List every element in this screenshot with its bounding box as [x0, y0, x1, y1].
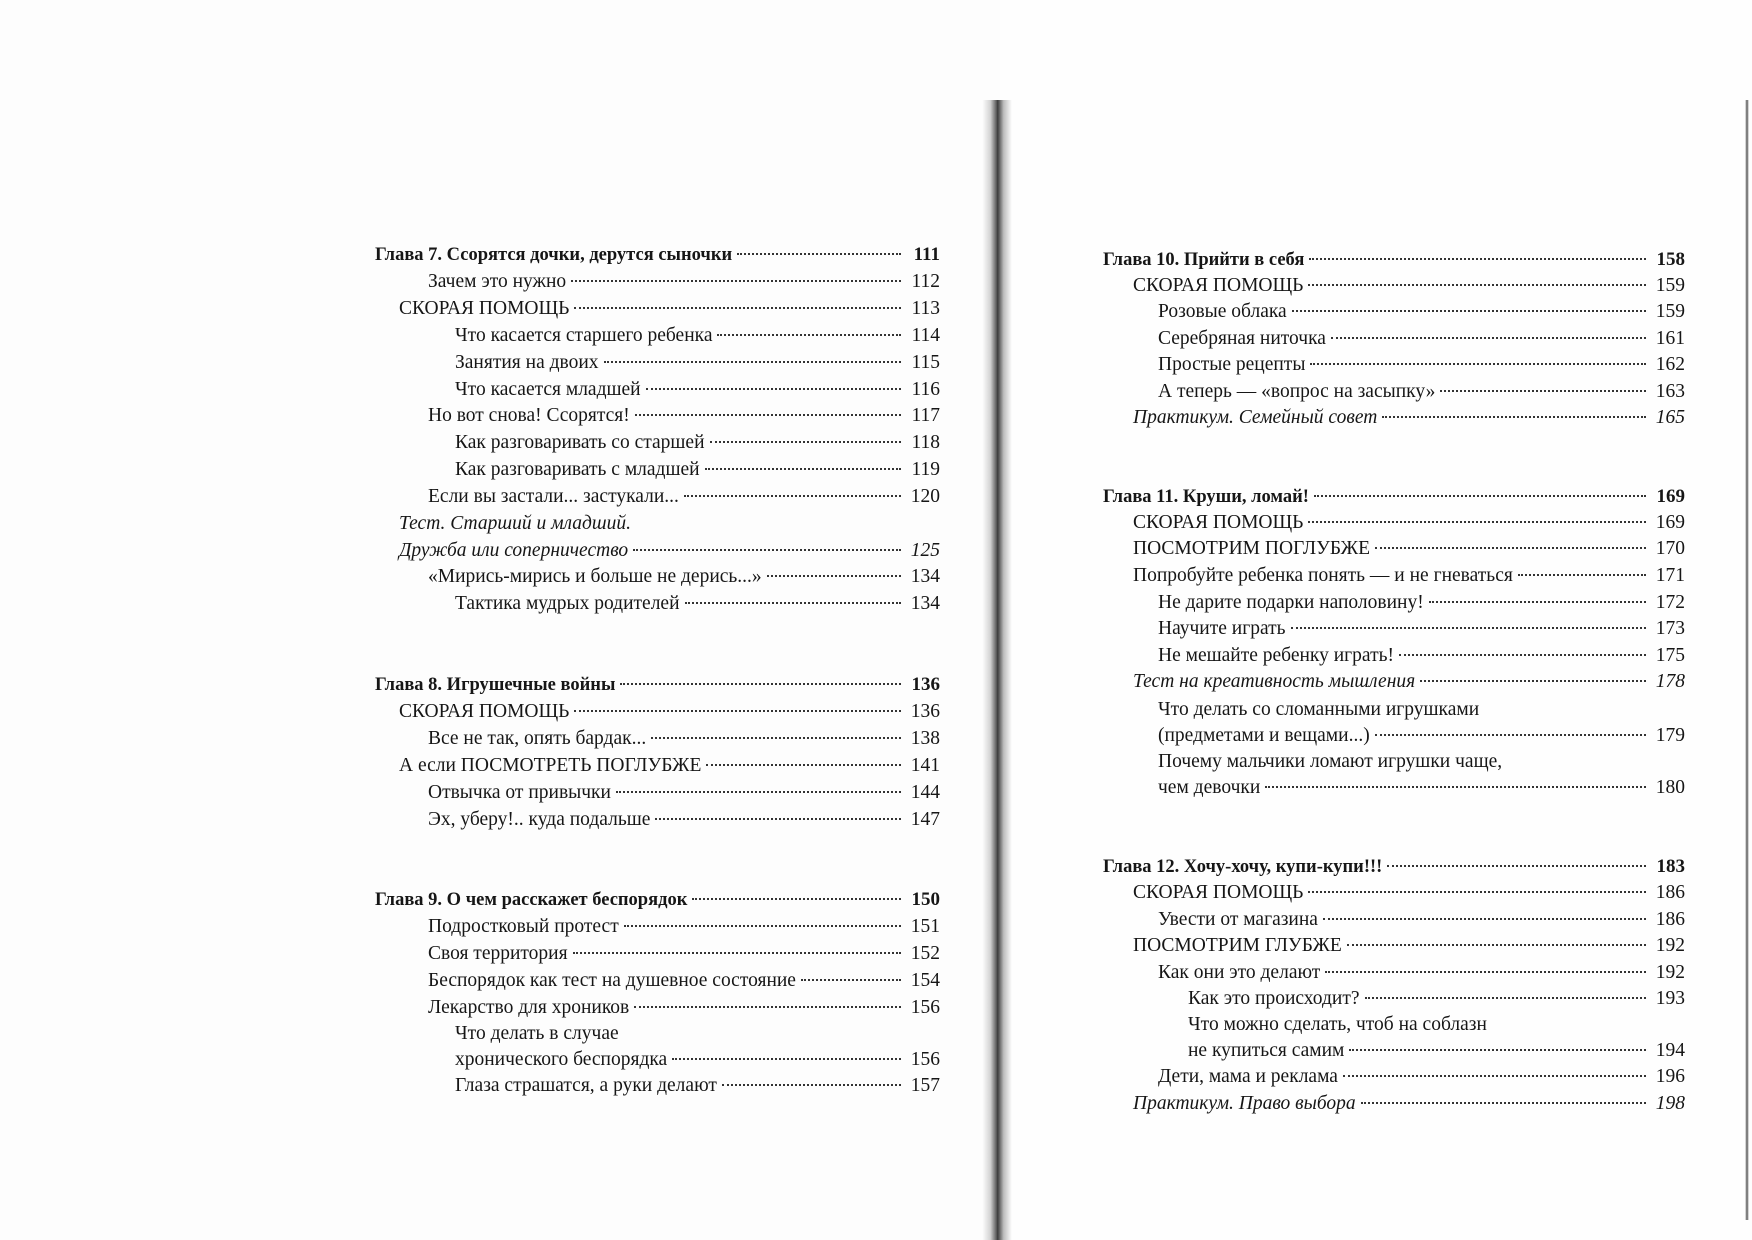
toc-entry — [1103, 536, 1685, 562]
dot-leader — [692, 898, 901, 900]
toc-entry-title: ПОСМОТРИМ ГЛУБЖЕ — [1133, 935, 1342, 956]
toc-page-number: 171 — [1655, 565, 1685, 586]
toc-page-number: 172 — [1655, 592, 1685, 613]
toc-entry — [375, 780, 940, 806]
toc-page-number: 183 — [1656, 856, 1685, 877]
toc-entry-title: Своя территория — [428, 943, 568, 964]
toc-entry — [375, 484, 940, 510]
toc-page-number: 186 — [1655, 909, 1685, 930]
toc-entry-title: Глаза страшатся, а руки делают — [455, 1075, 717, 1096]
toc-page-number: 156 — [910, 1049, 940, 1070]
dot-leader — [634, 1006, 901, 1008]
toc-page-number: 157 — [910, 1075, 940, 1096]
toc-page-number: 158 — [1656, 249, 1685, 270]
toc-page-number: 115 — [911, 352, 940, 373]
dot-leader — [1365, 997, 1646, 999]
toc-entry-title: Не мешайте ребенку играть! — [1158, 645, 1394, 666]
toc-page-number: 112 — [911, 271, 940, 292]
toc-page-number: 161 — [1655, 328, 1685, 349]
toc-page-number: 114 — [911, 325, 940, 346]
dot-leader — [633, 549, 901, 551]
toc-page-number: 192 — [1655, 935, 1685, 956]
toc-entry — [1103, 1012, 1685, 1038]
toc-page-number: 175 — [1655, 645, 1685, 666]
dot-leader — [1375, 734, 1646, 736]
toc-page-number: 178 — [1655, 671, 1685, 692]
toc-entry — [1103, 1064, 1685, 1090]
dot-leader — [571, 280, 901, 282]
dot-leader — [1387, 865, 1646, 867]
dot-leader — [646, 388, 901, 390]
toc-entry — [1103, 299, 1685, 325]
toc-entry-title: СКОРАЯ ПОМОЩЬ — [1133, 512, 1304, 533]
toc-chapter-entry — [1103, 484, 1685, 510]
toc-page-number: 134 — [910, 593, 940, 614]
toc-entry — [1103, 697, 1685, 723]
dot-leader — [655, 818, 901, 820]
toc-page-number: 165 — [1655, 407, 1685, 428]
dot-leader — [1349, 1049, 1646, 1051]
toc-entry-title: Дружба или соперничество — [399, 540, 629, 561]
toc-entry-title: Попробуйте ребенка понять — и не гневаться — [1133, 565, 1513, 586]
dot-leader — [616, 791, 901, 793]
toc-entry — [375, 350, 940, 376]
dot-leader — [684, 495, 901, 497]
toc-entry-title: Простые рецепты — [1158, 354, 1306, 375]
toc-entry-title: СКОРАЯ ПОМОЩЬ — [399, 701, 570, 722]
toc-page-number: 162 — [1655, 354, 1685, 375]
toc-entry — [375, 511, 940, 537]
dot-leader — [1331, 337, 1646, 339]
dot-leader — [1308, 891, 1646, 893]
toc-page-number: 116 — [911, 379, 940, 400]
toc-page-number: 186 — [1655, 882, 1685, 903]
page-edge — [1745, 100, 1749, 1220]
toc-entry-title: Глава 10. Прийти в себя — [1103, 250, 1305, 270]
dot-leader — [705, 468, 901, 470]
dot-leader — [672, 1058, 901, 1060]
toc-entry — [1103, 907, 1685, 933]
toc-entry-title: Эх, уберу!.. куда подальше — [428, 809, 651, 830]
toc-page-number: 159 — [1655, 301, 1685, 322]
toc-page-number: 169 — [1656, 486, 1685, 507]
dot-leader — [1265, 786, 1646, 788]
dot-leader — [635, 414, 901, 416]
toc-entry-title: Подростковый протест — [428, 916, 619, 937]
dot-leader — [710, 441, 901, 443]
toc-page-number: 119 — [911, 459, 940, 480]
toc-entry — [375, 564, 940, 590]
toc-page-number: 198 — [1655, 1093, 1685, 1114]
toc-entry-title: Что можно сделать, чтоб на соблазн — [1188, 1014, 1487, 1035]
toc-entry — [375, 403, 940, 429]
toc-page-number: 194 — [1655, 1040, 1685, 1061]
toc-entry-title: Почему мальчики ломают игрушки чаще, — [1158, 751, 1503, 772]
dot-leader — [1308, 284, 1646, 286]
dot-leader — [574, 710, 901, 712]
toc-entry — [375, 1073, 940, 1099]
toc-entry — [375, 1021, 940, 1047]
dot-leader — [801, 979, 901, 981]
dot-leader — [1420, 680, 1646, 682]
toc-chapter-entry — [1103, 247, 1685, 273]
dot-leader — [722, 1084, 901, 1086]
toc-entry — [375, 457, 940, 483]
toc-entry-title: Все не так, опять бардак... — [428, 728, 647, 749]
toc-page-number: 144 — [910, 782, 940, 803]
toc-entry — [1103, 1091, 1685, 1117]
toc-entry-title: чем девочки — [1158, 777, 1261, 798]
toc-entry-title: Практикум. Право выбора — [1133, 1093, 1356, 1114]
toc-entry-title: Глава 8. Игрушечные войны — [375, 675, 616, 695]
toc-chapter-entry — [375, 887, 940, 913]
toc-entry-title: Тактика мудрых родителей — [455, 593, 680, 614]
toc-entry — [1103, 880, 1685, 906]
toc-entry-title: (предметами и вещами...) — [1158, 725, 1370, 746]
toc-entry-title: Дети, мама и реклама — [1158, 1066, 1338, 1087]
dot-leader — [1291, 627, 1646, 629]
dot-leader — [574, 307, 901, 309]
toc-entry-title: Если вы застали... застукали... — [428, 486, 679, 507]
toc-entry-title: Увести от магазина — [1158, 909, 1318, 930]
toc-page-number: 156 — [910, 997, 940, 1018]
toc-entry-title: А если ПОСМОТРЕТЬ ПОГЛУБЖЕ — [399, 755, 702, 776]
toc-entry-title: Лекарство для хроников — [428, 997, 630, 1018]
toc-entry — [1103, 590, 1685, 616]
toc-page-number: 138 — [910, 728, 940, 749]
toc-entry — [1103, 563, 1685, 589]
toc-entry — [375, 296, 940, 322]
toc-entry-title: Глава 12. Хочу-хочу, купи-купи!!! — [1103, 857, 1383, 877]
toc-entry-title: Глава 11. Круши, ломай! — [1103, 487, 1309, 507]
dot-leader — [651, 737, 901, 739]
toc-entry-title: Но вот снова! Ссорятся! — [428, 405, 630, 426]
toc-entry-title: не купиться самим — [1188, 1040, 1345, 1061]
dot-leader — [717, 334, 901, 336]
toc-entry — [1103, 723, 1685, 749]
toc-page-number: 163 — [1655, 381, 1685, 402]
toc-entry — [1103, 405, 1685, 431]
toc-entry-title: Розовые облака — [1158, 301, 1287, 322]
toc-entry-title: А теперь — «вопрос на засыпку» — [1158, 381, 1436, 402]
dot-leader — [1347, 944, 1646, 946]
toc-entry — [1103, 273, 1685, 299]
toc-page-number: 141 — [910, 755, 940, 776]
dot-leader — [767, 575, 901, 577]
toc-page-number: 118 — [911, 432, 940, 453]
toc-entry-title: Глава 7. Ссорятся дочки, дерутся сыночки — [375, 245, 733, 265]
toc-entry-title: СКОРАЯ ПОМОЩЬ — [1133, 275, 1304, 296]
toc-entry — [375, 914, 940, 940]
toc-entry — [1103, 986, 1685, 1012]
toc-page-number: 111 — [913, 244, 940, 265]
dot-leader — [1292, 310, 1646, 312]
toc-entry — [375, 699, 940, 725]
toc-chapter-entry — [375, 672, 940, 698]
dot-leader — [1429, 601, 1646, 603]
toc-entry-title: «Мирись-мирись и больше не дерись...» — [428, 566, 762, 587]
dot-leader — [1323, 918, 1646, 920]
toc-entry — [375, 538, 940, 564]
toc-page-number: 180 — [1655, 777, 1685, 798]
toc-entry-title: Тест на креативность мышления — [1133, 671, 1416, 692]
toc-entry — [1103, 960, 1685, 986]
toc-entry — [1103, 669, 1685, 695]
toc-page-number: 151 — [910, 916, 940, 937]
toc-entry — [1103, 1038, 1685, 1064]
toc-page-number: 136 — [911, 674, 940, 695]
dot-leader — [1361, 1102, 1646, 1104]
toc-entry — [375, 726, 940, 752]
toc-page-number: 170 — [1655, 538, 1685, 559]
dot-leader — [573, 952, 901, 954]
dot-leader — [706, 764, 901, 766]
toc-entry-title: Тест. Старший и младший. — [399, 513, 631, 534]
toc-page-number: 134 — [910, 566, 940, 587]
toc-page-number: 136 — [910, 701, 940, 722]
toc-entry-title: Что касается младшей — [455, 379, 641, 400]
toc-entry — [375, 377, 940, 403]
dot-leader — [685, 602, 901, 604]
toc-entry — [375, 323, 940, 349]
dot-leader — [1325, 971, 1646, 973]
toc-entry-title: Как это происходит? — [1188, 988, 1360, 1009]
toc-entry — [375, 591, 940, 617]
toc-entry — [375, 941, 940, 967]
toc-entry-title: Практикум. Семейный совет — [1133, 407, 1378, 428]
dot-leader — [1309, 258, 1646, 260]
dot-leader — [604, 361, 901, 363]
toc-page-number: 120 — [910, 486, 940, 507]
toc-entry-title: Беспорядок как тест на душевное состояние — [428, 970, 796, 991]
dot-leader — [1440, 390, 1646, 392]
toc-page-number: 113 — [911, 298, 940, 319]
toc-entry — [1103, 775, 1685, 801]
toc-page-number: 192 — [1655, 962, 1685, 983]
toc-entry-title: Как разговаривать с младшей — [455, 459, 700, 480]
toc-page-number: 147 — [910, 809, 940, 830]
dot-leader — [624, 925, 901, 927]
dot-leader — [1382, 416, 1646, 418]
toc-page-number: 193 — [1655, 988, 1685, 1009]
toc-entry — [375, 995, 940, 1021]
toc-entry — [375, 1047, 940, 1073]
toc-page-number: 196 — [1655, 1066, 1685, 1087]
toc-entry — [375, 269, 940, 295]
dot-leader — [1308, 521, 1646, 523]
toc-page-number: 169 — [1655, 512, 1685, 533]
toc-entry-title: Серебряная ниточка — [1158, 328, 1326, 349]
toc-entry — [1103, 749, 1685, 775]
toc-chapter-entry — [1103, 854, 1685, 880]
toc-page-number: 173 — [1655, 618, 1685, 639]
toc-entry — [1103, 643, 1685, 669]
toc-entry-title: Не дарите подарки наполовину! — [1158, 592, 1424, 613]
toc-page-number: 152 — [910, 943, 940, 964]
dot-leader — [1399, 654, 1646, 656]
toc-entry — [1103, 379, 1685, 405]
toc-page-number: 150 — [911, 889, 940, 910]
toc-entry-title: Как они это делают — [1158, 962, 1321, 983]
dot-leader — [1310, 363, 1646, 365]
toc-entry-title: Занятия на двоих — [455, 352, 599, 373]
toc-entry-title: Что делать в случае — [455, 1023, 619, 1044]
toc-entry — [1103, 510, 1685, 536]
toc-entry-title: Что делать со сломанными игрушками — [1158, 699, 1480, 720]
book-gutter — [982, 100, 1012, 1240]
toc-entry — [375, 968, 940, 994]
toc-entry — [1103, 933, 1685, 959]
toc-page-number: 179 — [1655, 725, 1685, 746]
toc-entry — [1103, 326, 1685, 352]
toc-entry-title: СКОРАЯ ПОМОЩЬ — [1133, 882, 1304, 903]
toc-entry-title: ПОСМОТРИМ ПОГЛУБЖЕ — [1133, 538, 1370, 559]
toc-entry — [375, 807, 940, 833]
dot-leader — [1343, 1075, 1646, 1077]
toc-entry-title: Отвычка от привычки — [428, 782, 611, 803]
toc-entry-title: Зачем это нужно — [428, 271, 567, 292]
toc-entry-title: Что касается старшего ребенка — [455, 325, 713, 346]
toc-chapter-entry — [375, 242, 940, 268]
toc-entry — [1103, 352, 1685, 378]
toc-entry — [375, 753, 940, 779]
toc-entry — [1103, 616, 1685, 642]
toc-entry-title: хронического беспорядка — [455, 1049, 668, 1070]
toc-entry-title: Как разговаривать со старшей — [455, 432, 705, 453]
dot-leader — [737, 253, 901, 255]
dot-leader — [1518, 574, 1646, 576]
dot-leader — [620, 683, 901, 685]
dot-leader — [1375, 547, 1646, 549]
toc-entry-title: СКОРАЯ ПОМОЩЬ — [399, 298, 570, 319]
dot-leader — [1314, 495, 1646, 497]
toc-entry-title: Научите играть — [1158, 618, 1286, 639]
toc-entry-title: Глава 9. О чем расскажет беспорядок — [375, 890, 688, 910]
toc-page-number: 125 — [910, 540, 940, 561]
toc-page-number: 154 — [910, 970, 940, 991]
toc-page-number: 159 — [1655, 275, 1685, 296]
toc-entry — [375, 430, 940, 456]
toc-page-number: 117 — [911, 405, 940, 426]
